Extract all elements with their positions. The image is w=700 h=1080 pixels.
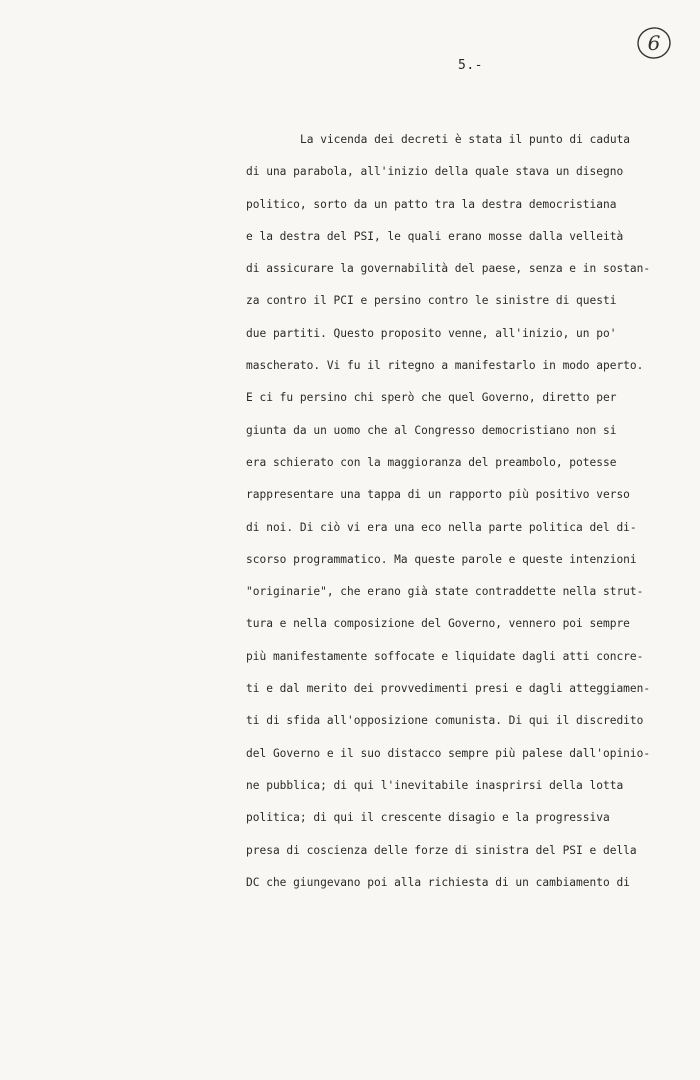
- text-line: ti di sfida all'opposizione comunista. Di qui il discredito: [246, 714, 644, 728]
- text-line: ti e dal merito dei provvedimenti presi e dagli atteggiamen-: [246, 682, 651, 696]
- text-line: politica; di qui il crescente disagio e la progressiva: [246, 811, 610, 825]
- text-line: era schierato con la maggioranza del preambolo, potesse: [246, 455, 617, 469]
- text-line: di una parabola, all'inizio della quale stava un disegno: [246, 165, 624, 179]
- text-line: presa di coscienza delle forze di sinistra del PSI e della: [246, 843, 637, 857]
- text-line: scorso programmatico. Ma queste parole e queste intenzioni: [246, 552, 637, 566]
- text-line: due partiti. Questo proposito venne, all'inizio, un po': [246, 326, 617, 340]
- text-line: giunta da un uomo che al Congresso democristiano non si: [246, 423, 617, 437]
- text-line: del Governo e il suo distacco sempre più palese dall'opinio-: [246, 746, 651, 760]
- text-line: rappresentare una tappa di un rapporto più positivo verso: [246, 488, 630, 502]
- text-line: ne pubblica; di qui l'inevitabile inasprirsi della lotta: [246, 778, 624, 792]
- text-line: za contro il PCI e persino contro le sinistre di questi: [246, 294, 617, 308]
- text-line: E ci fu persino chi sperò che quel Governo, diretto per: [246, 391, 617, 405]
- text-line: politico, sorto da un patto tra la destra democristiana: [246, 197, 617, 211]
- page-mark-text: 6: [647, 31, 661, 55]
- text-line: più manifestamente soffocate e liquidate dagli atti concre-: [246, 649, 644, 663]
- text-line: mascherato. Vi fu il ritegno a manifestarlo in modo aperto.: [246, 359, 644, 373]
- text-line: di assicurare la governabilità del paese, senza e in sostan-: [246, 262, 651, 276]
- body-text: [246, 130, 666, 905]
- text-line: e la destra del PSI, le quali erano mosse dalla velleità: [246, 229, 624, 243]
- handwritten-page-mark: [634, 22, 676, 64]
- text-line: "originarie", che erano già state contraddette nella strut-: [246, 585, 644, 599]
- circled-number-icon: [634, 22, 676, 64]
- text-line: tura e nella composizione del Governo, vennero poi sempre: [246, 617, 630, 631]
- text-line: DC che giungevano poi alla richiesta di un cambiamento di: [246, 875, 630, 889]
- page-number: 5.-: [458, 58, 483, 73]
- text-line: di noi. Di ciò vi era una eco nella parte politica del di-: [246, 520, 637, 534]
- text-line: La vicenda dei decreti è stata il punto di caduta: [300, 133, 631, 146]
